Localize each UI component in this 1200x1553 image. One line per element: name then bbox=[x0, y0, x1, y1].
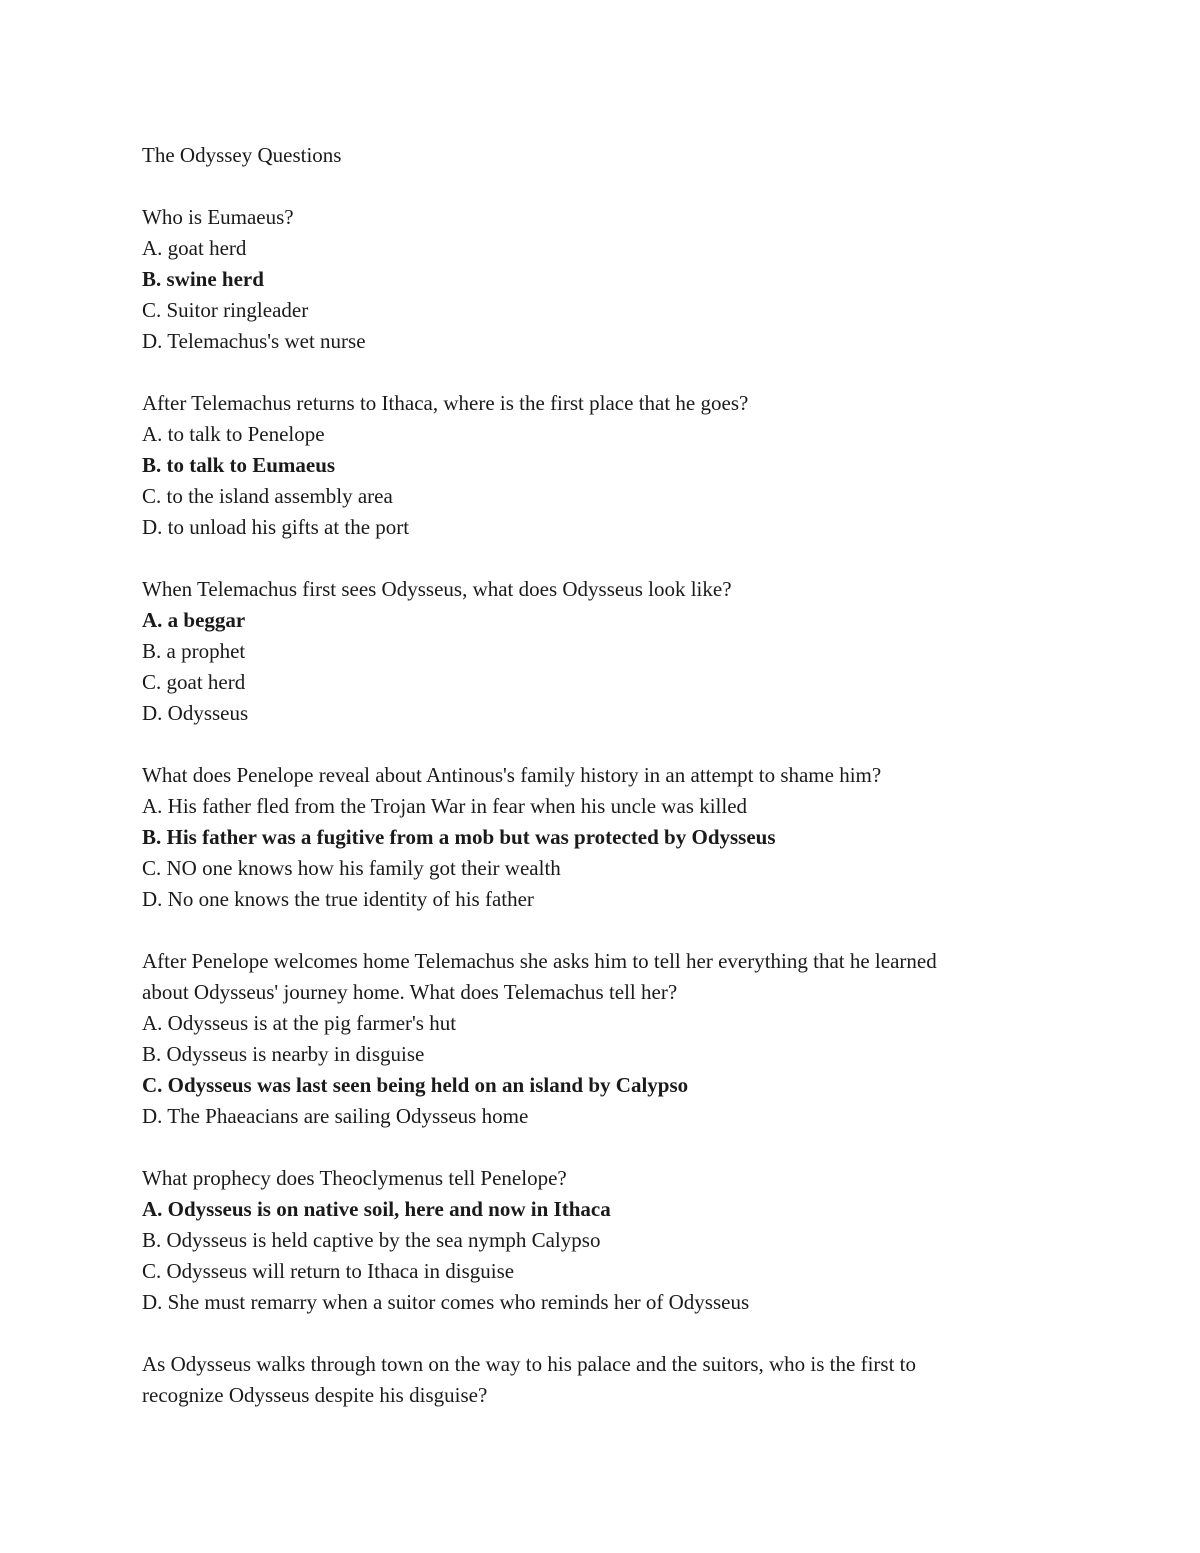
answer-option-correct: B. to talk to Eumaeus bbox=[142, 453, 336, 477]
spacer bbox=[142, 1132, 1102, 1163]
question-list bbox=[142, 171, 1102, 1411]
answer-option: A. His father fled from the Trojan War in fear when his uncle was killed bbox=[142, 794, 748, 818]
answer-option-correct: A. Odysseus is on native soil, here and now in Ithaca bbox=[142, 1197, 611, 1221]
question-prompt: Who is Eumaeus? bbox=[142, 205, 294, 229]
answer-option-correct: B. His father was a fugitive from a mob but was protected by Odysseus bbox=[142, 825, 776, 849]
answer-option: D. The Phaeacians are sailing Odysseus home bbox=[142, 1104, 529, 1128]
question-block bbox=[142, 202, 1102, 357]
answer-option: D. to unload his gifts at the port bbox=[142, 515, 410, 539]
question-block bbox=[142, 1349, 1102, 1411]
question-prompt: about Odysseus' journey home. What does Telemachus tell her? bbox=[142, 980, 678, 1004]
question-prompt: After Penelope welcomes home Telemachus she asks him to tell her everything that he learned bbox=[142, 949, 937, 973]
question-block bbox=[142, 574, 1102, 729]
spacer bbox=[142, 171, 1102, 202]
question-prompt: After Telemachus returns to Ithaca, where is the first place that he goes? bbox=[142, 391, 749, 415]
answer-option: B. a prophet bbox=[142, 639, 246, 663]
question-prompt: What does Penelope reveal about Antinous's family history in an attempt to shame him? bbox=[142, 763, 882, 787]
answer-option: C. Odysseus will return to Ithaca in disguise bbox=[142, 1259, 515, 1283]
spacer bbox=[142, 543, 1102, 574]
answer-option: A. to talk to Penelope bbox=[142, 422, 325, 446]
spacer bbox=[142, 357, 1102, 388]
question-block bbox=[142, 388, 1102, 543]
question-block bbox=[142, 946, 1102, 1132]
answer-option-correct: B. swine herd bbox=[142, 267, 264, 291]
answer-option: A. Odysseus is at the pig farmer's hut bbox=[142, 1011, 457, 1035]
question-block bbox=[142, 760, 1102, 915]
answer-option: D. No one knows the true identity of his father bbox=[142, 887, 534, 911]
answer-option: C. Suitor ringleader bbox=[142, 298, 309, 322]
answer-option: B. Odysseus is nearby in disguise bbox=[142, 1042, 425, 1066]
answer-option: C. NO one knows how his family got their wealth bbox=[142, 856, 561, 880]
answer-option-correct: A. a beggar bbox=[142, 608, 246, 632]
spacer bbox=[142, 729, 1102, 760]
answer-option: C. to the island assembly area bbox=[142, 484, 393, 508]
question-prompt: When Telemachus first sees Odysseus, what does Odysseus look like? bbox=[142, 577, 732, 601]
question-block bbox=[142, 1163, 1102, 1318]
answer-option: A. goat herd bbox=[142, 236, 247, 260]
answer-option: D. She must remarry when a suitor comes who reminds her of Odysseus bbox=[142, 1290, 750, 1314]
document-page bbox=[142, 140, 1102, 1411]
spacer bbox=[142, 915, 1102, 946]
answer-option: B. Odysseus is held captive by the sea nymph Calypso bbox=[142, 1228, 601, 1252]
answer-option: D. Odysseus bbox=[142, 701, 249, 725]
answer-option: C. goat herd bbox=[142, 670, 246, 694]
question-prompt: recognize Odysseus despite his disguise? bbox=[142, 1383, 488, 1407]
spacer bbox=[142, 1318, 1102, 1349]
question-prompt: As Odysseus walks through town on the way to his palace and the suitors, who is the first to bbox=[142, 1352, 916, 1376]
document-title: The Odyssey Questions bbox=[142, 143, 342, 167]
answer-option: D. Telemachus's wet nurse bbox=[142, 329, 366, 353]
answer-option-correct: C. Odysseus was last seen being held on an island by Calypso bbox=[142, 1073, 689, 1097]
question-prompt: What prophecy does Theoclymenus tell Penelope? bbox=[142, 1166, 567, 1190]
